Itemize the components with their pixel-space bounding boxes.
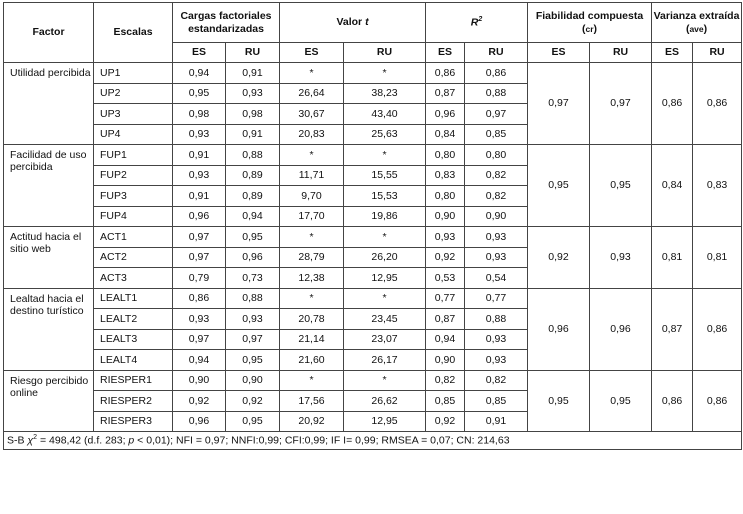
valor-t-es-cell: 11,71 [280, 165, 344, 186]
r2-ru-cell: 0,77 [465, 288, 528, 309]
carga-ru-cell: 0,89 [226, 165, 280, 186]
r2-ru-cell: 0,90 [465, 206, 528, 227]
fiabilidad-es-cell: 0,95 [528, 370, 590, 432]
escala-cell: UP2 [94, 83, 173, 104]
r2-ru-cell: 0,86 [465, 63, 528, 84]
carga-ru-cell: 0,91 [226, 124, 280, 145]
header-factor: Factor [4, 3, 94, 63]
fiabilidad-es-cell: 0,96 [528, 288, 590, 370]
valor-t-es-cell: * [280, 227, 344, 248]
fit-statistics-footer: S-B $\chi^2 = 498,42$ (d.f. 283; p < 0,01); NFI = 0,97; NNFI:0,99; CFI:0,99; IF I= 0,99; RMSEA = 0,07; CN: 214,63 [4, 432, 742, 450]
escala-cell: RIESPER2 [94, 391, 173, 412]
varianza-es-cell: 0,87 [652, 288, 693, 370]
r2-es-cell: 0,80 [426, 186, 465, 207]
fiabilidad-ru-cell: 0,95 [590, 145, 652, 227]
escala-cell: LEALT3 [94, 329, 173, 350]
carga-es-cell: 0,93 [173, 309, 226, 330]
varianza-ru-cell: 0,83 [693, 145, 742, 227]
r2-es-cell: 0,82 [426, 370, 465, 391]
carga-ru-cell: 0,96 [226, 247, 280, 268]
r2-es-cell: 0,90 [426, 206, 465, 227]
carga-ru-cell: 0,90 [226, 370, 280, 391]
valor-t-ru-cell: * [344, 63, 426, 84]
subheader-ru: RU [226, 43, 280, 63]
escala-cell: RIESPER3 [94, 411, 173, 432]
r2-ru-cell: 0,82 [465, 165, 528, 186]
valor-t-es-cell: * [280, 145, 344, 166]
subheader-es: ES [528, 43, 590, 63]
valor-t-es-cell: * [280, 370, 344, 391]
subheader-ru: RU [344, 43, 426, 63]
carga-es-cell: 0,91 [173, 186, 226, 207]
escala-cell: LEALT2 [94, 309, 173, 330]
r2-ru-cell: 0,88 [465, 309, 528, 330]
r2-ru-cell: 0,91 [465, 411, 528, 432]
subheader-ru: RU [465, 43, 528, 63]
escala-cell: UP1 [94, 63, 173, 84]
escala-cell: LEALT1 [94, 288, 173, 309]
valor-t-es-cell: 12,38 [280, 268, 344, 289]
varianza-es-cell: 0,84 [652, 145, 693, 227]
r2-ru-cell: 0,82 [465, 370, 528, 391]
carga-ru-cell: 0,88 [226, 288, 280, 309]
valor-t-es-cell: 20,83 [280, 124, 344, 145]
valor-t-ru-cell: * [344, 288, 426, 309]
varianza-es-cell: 0,81 [652, 227, 693, 289]
carga-es-cell: 0,96 [173, 411, 226, 432]
escala-cell: FUP2 [94, 165, 173, 186]
valor-t-ru-cell: 12,95 [344, 411, 426, 432]
valor-t-es-cell: * [280, 288, 344, 309]
valor-t-es-cell: 9,70 [280, 186, 344, 207]
table-row [4, 370, 742, 391]
table-row [4, 63, 742, 84]
valor-t-es-cell: 21,14 [280, 329, 344, 350]
carga-es-cell: 0,90 [173, 370, 226, 391]
valor-t-ru-cell: 12,95 [344, 268, 426, 289]
escala-cell: ACT2 [94, 247, 173, 268]
factor-cell: Riesgo percibido online [4, 370, 94, 432]
r2-es-cell: 0,87 [426, 83, 465, 104]
valor-t-es-cell: 28,79 [280, 247, 344, 268]
r2-es-cell: 0,92 [426, 247, 465, 268]
escala-cell: ACT1 [94, 227, 173, 248]
carga-es-cell: 0,96 [173, 206, 226, 227]
valor-t-ru-cell: 19,86 [344, 206, 426, 227]
escala-cell: FUP1 [94, 145, 173, 166]
valor-t-ru-cell: * [344, 227, 426, 248]
r2-es-cell: 0,93 [426, 227, 465, 248]
carga-es-cell: 0,91 [173, 145, 226, 166]
valor-t-es-cell: 26,64 [280, 83, 344, 104]
carga-ru-cell: 0,88 [226, 145, 280, 166]
table-row [4, 145, 742, 166]
valor-t-es-cell: 30,67 [280, 104, 344, 125]
r2-es-cell: 0,92 [426, 411, 465, 432]
r2-es-cell: 0,87 [426, 309, 465, 330]
carga-es-cell: 0,95 [173, 83, 226, 104]
subheader-ru: RU [590, 43, 652, 63]
varianza-es-cell: 0,86 [652, 63, 693, 145]
factor-cell: Lealtad hacia el destino turístico [4, 288, 94, 370]
r2-ru-cell: 0,54 [465, 268, 528, 289]
carga-es-cell: 0,93 [173, 165, 226, 186]
varianza-es-cell: 0,86 [652, 370, 693, 432]
r2-es-cell: 0,94 [426, 329, 465, 350]
varianza-ru-cell: 0,86 [693, 288, 742, 370]
r2-es-cell: 0,77 [426, 288, 465, 309]
r2-es-cell: 0,53 [426, 268, 465, 289]
carga-ru-cell: 0,91 [226, 63, 280, 84]
carga-es-cell: 0,92 [173, 391, 226, 412]
factor-cell: Utilidad percibida [4, 63, 94, 145]
r2-es-cell: 0,86 [426, 63, 465, 84]
valor-t-ru-cell: * [344, 370, 426, 391]
escala-cell: RIESPER1 [94, 370, 173, 391]
fiabilidad-es-cell: 0,92 [528, 227, 590, 289]
results-table [3, 2, 742, 450]
valor-t-ru-cell: 23,45 [344, 309, 426, 330]
valor-t-ru-cell: * [344, 145, 426, 166]
carga-es-cell: 0,94 [173, 350, 226, 371]
carga-ru-cell: 0,73 [226, 268, 280, 289]
escala-cell: LEALT4 [94, 350, 173, 371]
table-body [4, 63, 742, 432]
r2-ru-cell: 0,85 [465, 124, 528, 145]
r2-es-cell: 0,96 [426, 104, 465, 125]
valor-t-ru-cell: 43,40 [344, 104, 426, 125]
subheader-es: ES [280, 43, 344, 63]
valor-t-ru-cell: 26,17 [344, 350, 426, 371]
fiabilidad-ru-cell: 0,97 [590, 63, 652, 145]
factor-cell: Facilidad de uso percibida [4, 145, 94, 227]
carga-ru-cell: 0,93 [226, 309, 280, 330]
header-escalas: Escalas [94, 3, 173, 63]
escala-cell: FUP3 [94, 186, 173, 207]
subheader-es: ES [426, 43, 465, 63]
carga-es-cell: 0,98 [173, 104, 226, 125]
header-cargas: Cargas factoriales estandarizadas [173, 3, 280, 43]
r2-es-cell: 0,83 [426, 165, 465, 186]
carga-es-cell: 0,86 [173, 288, 226, 309]
valor-t-es-cell: 17,70 [280, 206, 344, 227]
subheader-es: ES [652, 43, 693, 63]
fiabilidad-ru-cell: 0,93 [590, 227, 652, 289]
r2-ru-cell: 0,80 [465, 145, 528, 166]
r2-es-cell: 0,85 [426, 391, 465, 412]
header-fiabilidad: Fiabilidad compuesta (cr) [528, 3, 652, 43]
r2-es-cell: 0,84 [426, 124, 465, 145]
header-r2: $R^2$ [426, 3, 528, 43]
carga-ru-cell: 0,93 [226, 83, 280, 104]
valor-t-ru-cell: 15,53 [344, 186, 426, 207]
valor-t-ru-cell: 38,23 [344, 83, 426, 104]
header-varianza: Varianza extraída (ave) [652, 3, 742, 43]
r2-ru-cell: 0,93 [465, 329, 528, 350]
header-valor-t: Valor t [280, 3, 426, 43]
valor-t-ru-cell: 23,07 [344, 329, 426, 350]
r2-ru-cell: 0,88 [465, 83, 528, 104]
carga-ru-cell: 0,97 [226, 329, 280, 350]
carga-es-cell: 0,94 [173, 63, 226, 84]
valor-t-ru-cell: 15,55 [344, 165, 426, 186]
fiabilidad-ru-cell: 0,96 [590, 288, 652, 370]
carga-ru-cell: 0,98 [226, 104, 280, 125]
r2-ru-cell: 0,93 [465, 350, 528, 371]
table-row [4, 227, 742, 248]
r2-ru-cell: 0,97 [465, 104, 528, 125]
valor-t-es-cell: 21,60 [280, 350, 344, 371]
fiabilidad-ru-cell: 0,95 [590, 370, 652, 432]
carga-es-cell: 0,93 [173, 124, 226, 145]
factor-cell: Actitud hacia el sitio web [4, 227, 94, 289]
r2-es-cell: 0,80 [426, 145, 465, 166]
subheader-es: ES [173, 43, 226, 63]
varianza-ru-cell: 0,86 [693, 63, 742, 145]
r2-ru-cell: 0,82 [465, 186, 528, 207]
varianza-ru-cell: 0,81 [693, 227, 742, 289]
r2-ru-cell: 0,93 [465, 227, 528, 248]
r2-ru-cell: 0,93 [465, 247, 528, 268]
subheader-ru: RU [693, 43, 742, 63]
escala-cell: FUP4 [94, 206, 173, 227]
carga-ru-cell: 0,89 [226, 186, 280, 207]
carga-ru-cell: 0,95 [226, 227, 280, 248]
valor-t-es-cell: 20,92 [280, 411, 344, 432]
valor-t-es-cell: 20,78 [280, 309, 344, 330]
valor-t-ru-cell: 26,62 [344, 391, 426, 412]
table-row [4, 288, 742, 309]
fiabilidad-es-cell: 0,95 [528, 145, 590, 227]
valor-t-ru-cell: 25,63 [344, 124, 426, 145]
valor-t-es-cell: 17,56 [280, 391, 344, 412]
fiabilidad-es-cell: 0,97 [528, 63, 590, 145]
valor-t-ru-cell: 26,20 [344, 247, 426, 268]
carga-ru-cell: 0,94 [226, 206, 280, 227]
r2-ru-cell: 0,85 [465, 391, 528, 412]
varianza-ru-cell: 0,86 [693, 370, 742, 432]
valor-t-es-cell: * [280, 63, 344, 84]
carga-ru-cell: 0,95 [226, 350, 280, 371]
carga-es-cell: 0,79 [173, 268, 226, 289]
carga-es-cell: 0,97 [173, 247, 226, 268]
carga-ru-cell: 0,95 [226, 411, 280, 432]
escala-cell: UP3 [94, 104, 173, 125]
carga-ru-cell: 0,92 [226, 391, 280, 412]
r2-es-cell: 0,90 [426, 350, 465, 371]
escala-cell: ACT3 [94, 268, 173, 289]
carga-es-cell: 0,97 [173, 227, 226, 248]
carga-es-cell: 0,97 [173, 329, 226, 350]
escala-cell: UP4 [94, 124, 173, 145]
